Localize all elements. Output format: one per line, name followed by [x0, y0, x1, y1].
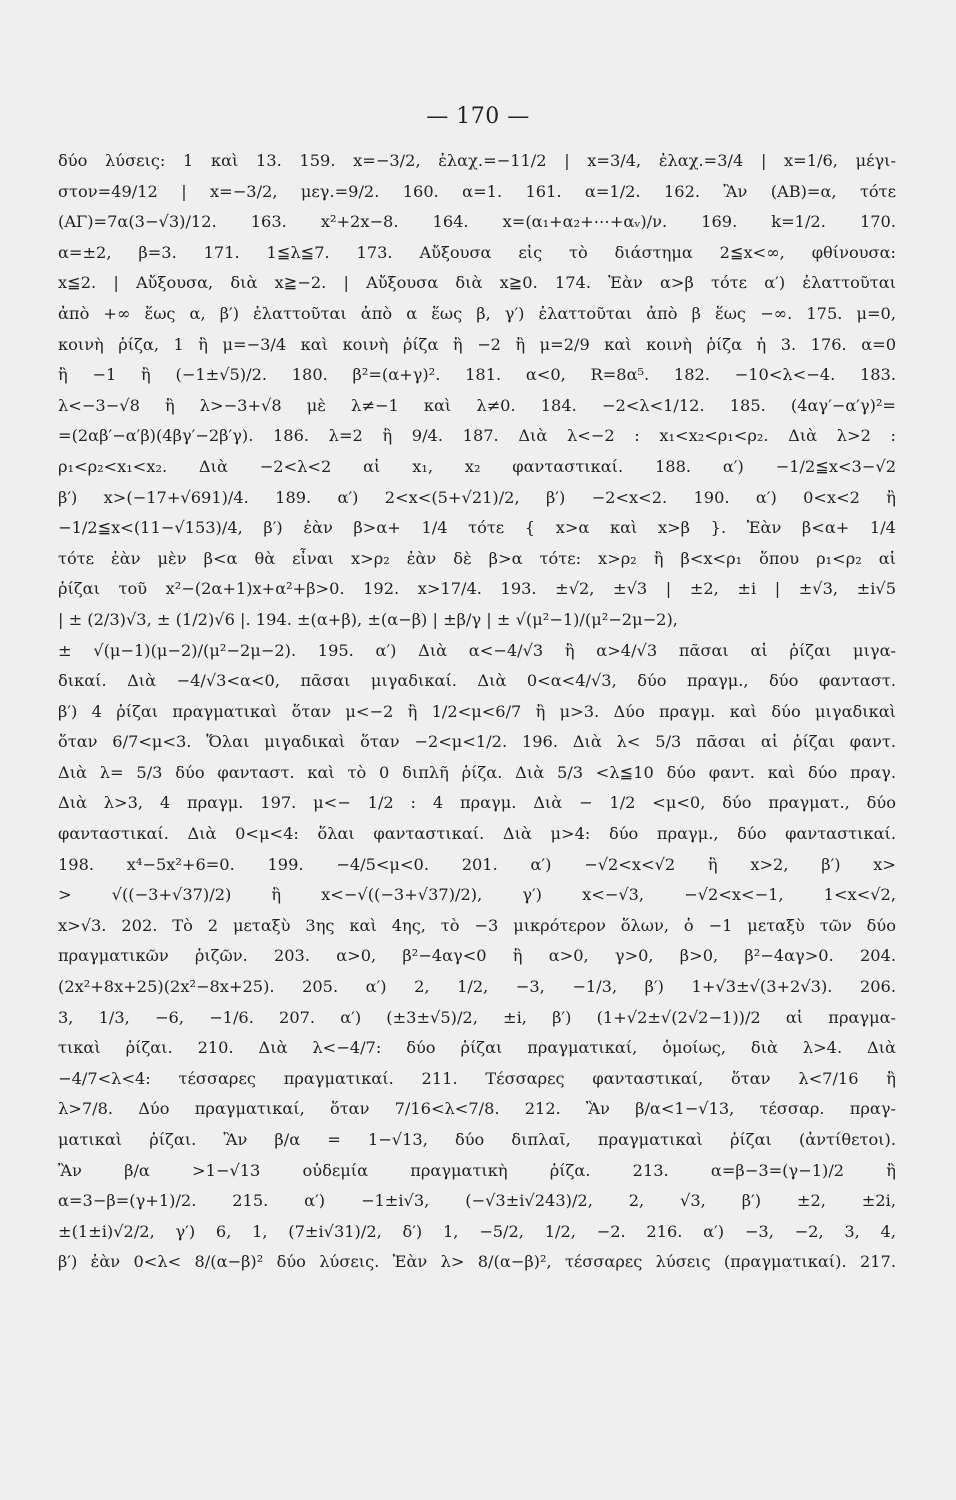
text-line: | ± (2/3)√3, ± (1/2)√6 |. 194. ±(α+β), ±(α−β) | ±β/γ | ± √(μ²−1)/(μ²−2μ−2),: [58, 609, 678, 629]
text-line: τικαὶ ῥίζαι. 210. Διὰ λ<−4/7: δύο ῥίζαι πραγματικαί, ὁμοίως, διὰ λ>4. Διὰ: [58, 1038, 896, 1058]
text-line: πραγματικῶν ῥιζῶν. 203. α>0, β²−4αγ<0 ἢ α>0, γ>0, β>0, β²−4αγ>0. 204.: [58, 946, 896, 966]
text-line: α=±2, β=3. 171. 1≦λ≦7. 173. Αὔξουσα εἰς τὸ διάστημα 2≦x<∞, φθίνουσα:: [58, 242, 896, 262]
text-line: ρ₁<ρ₂<x₁<x₂. Διὰ −2<λ<2 αἱ x₁, x₂ φανταστικαί. 188. α′) −1/2≦x<3−√2: [58, 456, 896, 476]
text-line: −4/7<λ<4: τέσσαρες πραγματικαί. 211. Τέσσαρες φανταστικαί, ὅταν λ<7/16 ἢ: [58, 1068, 896, 1088]
text-line: β′) x>(−17+√691)/4. 189. α′) 2<x<(5+√21)/2, β′) −2<x<2. 190. α′) 0<x<2 ἢ: [58, 487, 896, 507]
text-line: ὅταν 6/7<μ<3. Ὅλαι μιγαδικαὶ ὅταν −2<μ<1/2. 196. Διὰ λ< 5/3 πᾶσαι αἱ ῥίζαι φαντ.: [58, 732, 896, 752]
text-line: λ>7/8. Δύο πραγματικαί, ὅταν 7/16<λ<7/8. 212. Ἂν β/α<1−√13, τέσσαρ. πραγ-: [58, 1099, 896, 1119]
text-line: =(2αβ′−α′β)(4βγ′−2β′γ). 186. λ=2 ἢ 9/4. 187. Διὰ λ<−2 : x₁<x₂<ρ₁<ρ₂. Διὰ λ>2 :: [58, 426, 896, 446]
text-line: ἢ −1 ἢ (−1±√5)/2. 180. β²=(α+γ)². 181. α<0, R=8α⁵. 182. −10<λ<−4. 183.: [58, 365, 896, 385]
text-line: φανταστικαί. Διὰ 0<μ<4: ὅλαι φανταστικαί. Διὰ μ>4: δύο πραγμ., δύο φανταστικαί.: [58, 824, 896, 844]
text-line: ῥίζαι τοῦ x²−(2α+1)x+α²+β>0. 192. x>17/4. 193. ±√2, ±√3 | ±2, ±i | ±√3, ±i√5: [58, 579, 896, 599]
text-line: x≦2. | Αὔξουσα, διὰ x≧−2. | Αὔξουσα διὰ x≧0. 174. Ἐὰν α>β τότε α′) ἐλαττοῦται: [58, 273, 896, 293]
text-line: ±(1±i)√2/2, γ′) 6, 1, (7±i√31)/2, δ′) 1, −5/2, 1/2, −2. 216. α′) −3, −2, 3, 4,: [58, 1221, 896, 1241]
text-line: −1/2≦x<(11−√153)/4, β′) ἐὰν β>α+ 1/4 τότε { x>α καὶ x>β }. Ἐὰν β<α+ 1/4: [58, 518, 896, 538]
text-line: Διὰ λ>3, 4 πραγμ. 197. μ<− 1/2 : 4 πραγμ. Διὰ − 1/2 <μ<0, δύο πραγματ., δύο: [58, 793, 896, 813]
text-line: (ΑΓ)=7α(3−√3)/12. 163. x²+2x−8. 164. x=(α₁+α₂+⋯+αᵥ)/ν. 169. k=1/2. 170.: [58, 212, 896, 232]
text-line: (2x²+8x+25)(2x²−8x+25). 205. α′) 2, 1/2, −3, −1/3, β′) 1+√3±√(3+2√3). 206.: [58, 977, 896, 997]
text-line: 198. x⁴−5x²+6=0. 199. −4/5<μ<0. 201. α′) −√2<x<√2 ἢ x>2, β′) x>: [58, 854, 896, 874]
text-line: δύο λύσεις: 1 καὶ 13. 159. x=−3/2, ἐλαχ.=−11/2 | x=3/4, ἐλαχ.=3/4 | x=1/6, μέγι-: [58, 151, 896, 170]
text-line: δικαί. Διὰ −4/√3<α<0, πᾶσαι μιγαδικαί. Διὰ 0<α<4/√3, δύο πραγμ., δύο φανταστ.: [58, 671, 896, 691]
text-line: x>√3. 202. Τὸ 2 μεταξὺ 3ης καὶ 4ης, τὸ −3 μικρότερον ὅλων, ὁ −1 μεταξὺ τῶν δύο: [58, 915, 896, 935]
text-line: τότε ἐὰν μὲν β<α θὰ εἶναι x>ρ₂ ἐὰν δὲ β>α τότε: x>ρ₂ ἢ β<x<ρ₁ ὅπου ρ₁<ρ₂ αἱ: [58, 548, 896, 568]
text-line: Ἂν β/α >1−√13 οὐδεμία πραγματικὴ ῥίζα. 213. α=β−3=(γ−1)/2 ἢ: [58, 1160, 896, 1180]
text-line: λ<−3−√8 ἢ λ>−3+√8 μὲ λ≠−1 καὶ λ≠0. 184. −2<λ<1/12. 185. (4αγ′−α′γ)²=: [58, 395, 896, 415]
text-line: Διὰ λ= 5/3 δύο φανταστ. καὶ τὸ 0 διπλῆ ῥίζα. Διὰ 5/3 <λ≦10 δύο φαντ. καὶ δύο πραγ.: [58, 762, 896, 782]
text-line: κοινὴ ῥίζα, 1 ἢ μ=−3/4 καὶ κοινὴ ῥίζα ἢ −2 ἢ μ=2/9 καὶ κοινὴ ῥίζα ἡ 3. 176. α=0: [58, 334, 896, 354]
text-line: 3, 1/3, −6, −1/6. 207. α′) (±3±√5)/2, ±i, β′) (1+√2±√(2√2−1))/2 αἱ πραγμα-: [58, 1007, 896, 1027]
page-number: — 170 —: [426, 104, 530, 129]
text-line: ± √(μ−1)(μ−2)/(μ²−2μ−2). 195. α′) Διὰ α<−4/√3 ἢ α>4/√3 πᾶσαι αἱ ῥίζαι μιγα-: [58, 640, 896, 660]
text-line: α=3−β=(γ+1)/2. 215. α′) −1±i√3, (−√3±i√243)/2, 2, √3, β′) ±2, ±2i,: [58, 1191, 896, 1211]
text-line: β′) ἐὰν 0<λ< 8/(α−β)² δύο λύσεις. Ἐὰν λ> 8/(α−β)², τέσσαρες λύσεις (πραγματικαί). 217.: [58, 1252, 896, 1272]
text-line: στον=49/12 | x=−3/2, μεγ.=9/2. 160. α=1. 161. α=1/2. 162. Ἂν (ΑΒ)=α, τότε: [58, 181, 896, 201]
text-line: β′) 4 ῥίζαι πραγματικαὶ ὅταν μ<−2 ἢ 1/2<μ<6/7 ἢ μ>3. Δύο πραγμ. καὶ δύο μιγαδικαὶ: [58, 701, 896, 721]
text-line: ἀπὸ +∞ ἕως α, β′) ἐλαττοῦται ἀπὸ α ἕως β, γ′) ἐλαττοῦται ἀπὸ β ἕως −∞. 175. μ=0,: [58, 303, 896, 323]
text-line: > √((−3+√37)/2) ἢ x<−√((−3+√37)/2), γ′) x<−√3, −√2<x<−1, 1<x<√2,: [58, 885, 896, 905]
text-line: ματικαὶ ῥίζαι. Ἂν β/α = 1−√13, δύο διπλαῖ, πραγματικαὶ ῥίζαι (ἀντίθετοι).: [58, 1130, 896, 1149]
answers-text-block: [58, 146, 896, 1278]
